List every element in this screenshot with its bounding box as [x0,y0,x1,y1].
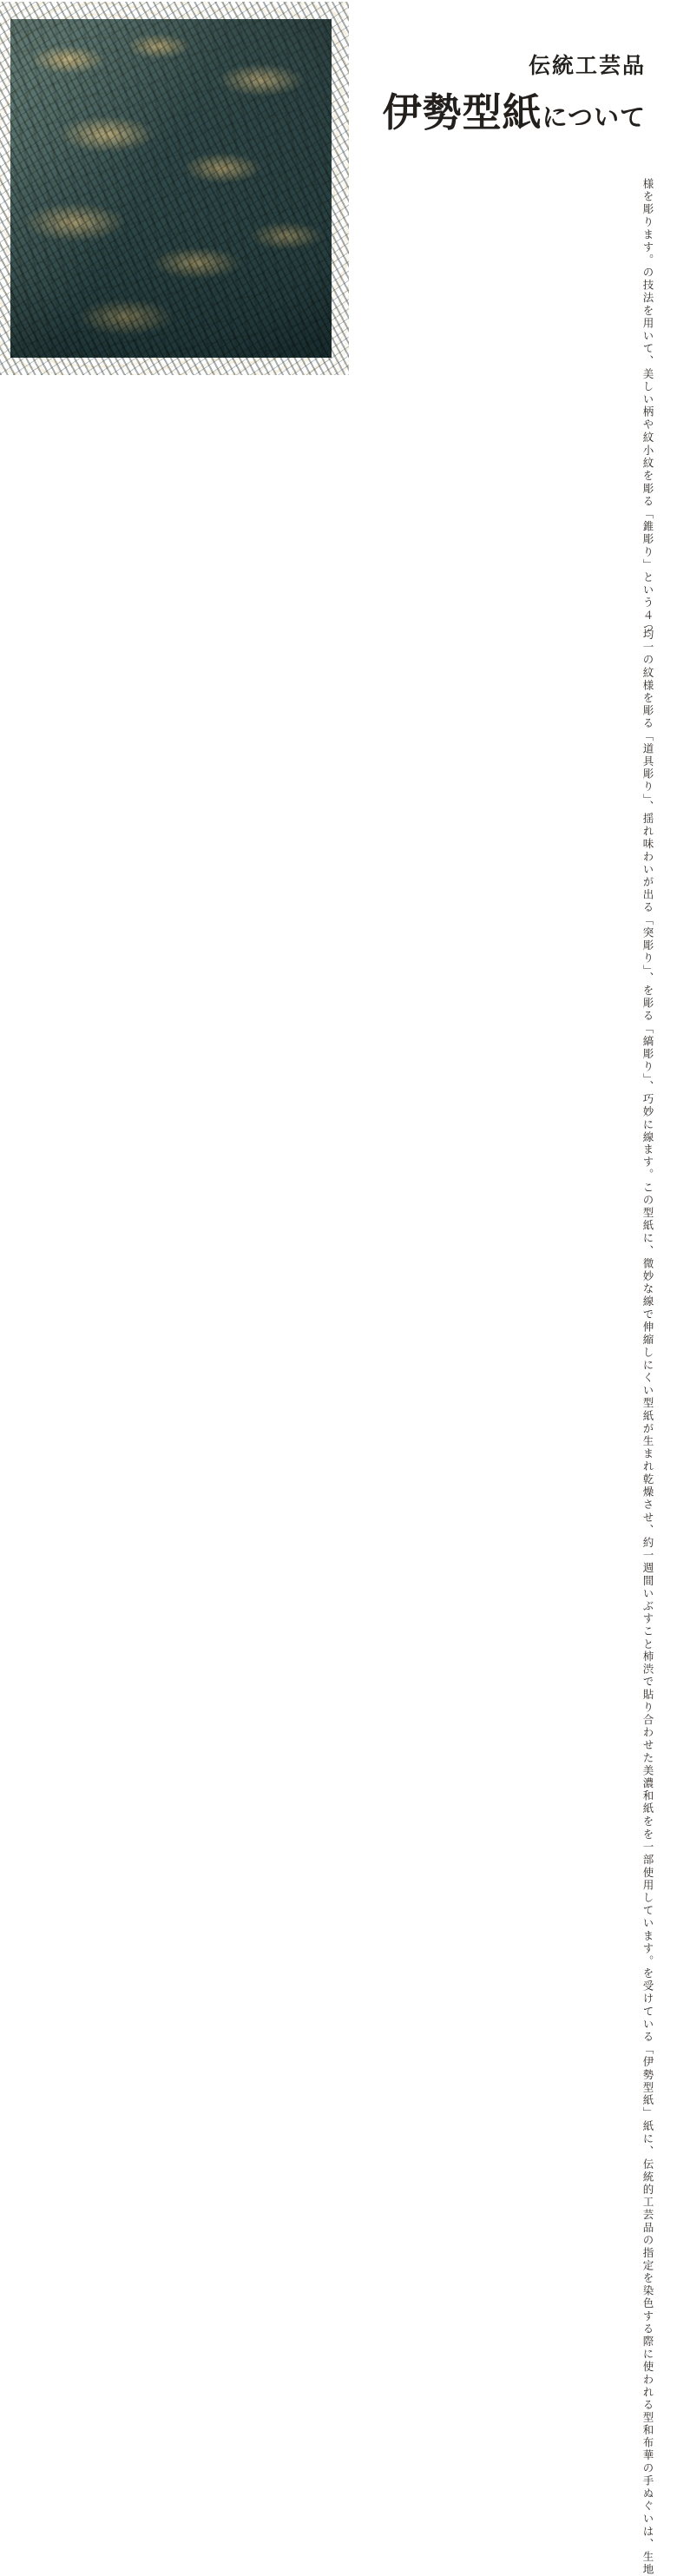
body-line: 和布華の手ぬぐいは、生地 [641,2423,654,2576]
body-line: を受けている「伊勢型紙」 [641,1967,654,2120]
vertical-body-text [636,178,654,2576]
body-line: 乾燥させ、約一週間いぶすこと [641,1472,654,1651]
body-line: ます。この型紙に、微妙な線 [641,1143,654,1309]
text-content-area [343,0,677,2576]
body-line: 揺れ味わいが出る「突彫り」、 [641,812,654,985]
page-title [383,54,646,135]
title-suffix: について [542,104,646,132]
photo-vignette-layer [10,19,332,358]
title-eyebrow: 伝統工芸品 [528,55,646,78]
body-line: 様を彫ります。 [641,178,654,267]
body-line: を染色する際に使われる型 [641,2271,654,2424]
body-line: を一部使用しています。 [641,1828,654,1968]
body-line: 小紋を彫る「錐彫り」という４つ [641,444,654,635]
ise-katagami-stencil-photo [10,19,332,358]
body-line: 均一の紋様を彫る「道具彫り」、 [641,628,654,814]
body-line: の技法を用いて、美しい柄や紋 [641,267,654,445]
body-line: を彫る「縞彫り」、巧妙に線 [641,984,654,1144]
title-main-line [383,92,646,135]
body-line: で伸縮しにくい型紙が生まれ [641,1308,654,1473]
title-main: 伊勢型紙 [382,91,542,135]
body-line: 柿渋で貼り合わせた美濃和紙を [641,1650,654,1828]
body-line: 紙に、伝統的工芸品の指定 [641,2119,654,2272]
